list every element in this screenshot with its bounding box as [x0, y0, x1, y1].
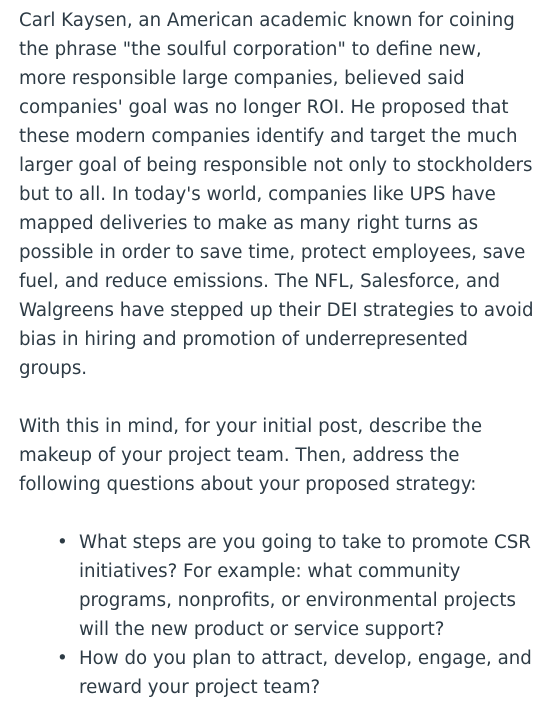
list-item	[57, 644, 534, 702]
list-item-text: What steps are you going to take to promote CSR initiatives? For example: what community programs, nonprofits, or environmental projects will the new product or service support?	[79, 532, 531, 640]
list-item-text: How do you plan to attract, develop, engage, and reward your project team?	[79, 648, 532, 698]
list-item	[57, 528, 534, 644]
bullet-icon: •	[57, 648, 68, 669]
instructions-paragraph: With this in mind, for your initial post, describe the makeup of your project team. Then, address the following questions about your proposed strategy:	[19, 416, 483, 495]
bullet-icon: •	[57, 532, 68, 553]
intro-paragraph: Carl Kaysen, an American academic known for coining the phrase "the soulful corporation" to define new, more responsible large companies, believed said companies' goal was no longer ROI. He proposed that these modern companies identify and target the much larger goal of being responsible not only to stockholders but to all. In today's world, companies like UPS have mapped deliveries to make as many right turns as possible in order to save time, protect employees, save fuel, and reduce emissions. The NFL, Salesforce, and Walgreens have stepped up their DEI strategies to avoid bias in hiring and promotion of underrepresented groups.	[19, 10, 534, 379]
question-list	[19, 528, 534, 702]
document-body	[19, 6, 534, 702]
